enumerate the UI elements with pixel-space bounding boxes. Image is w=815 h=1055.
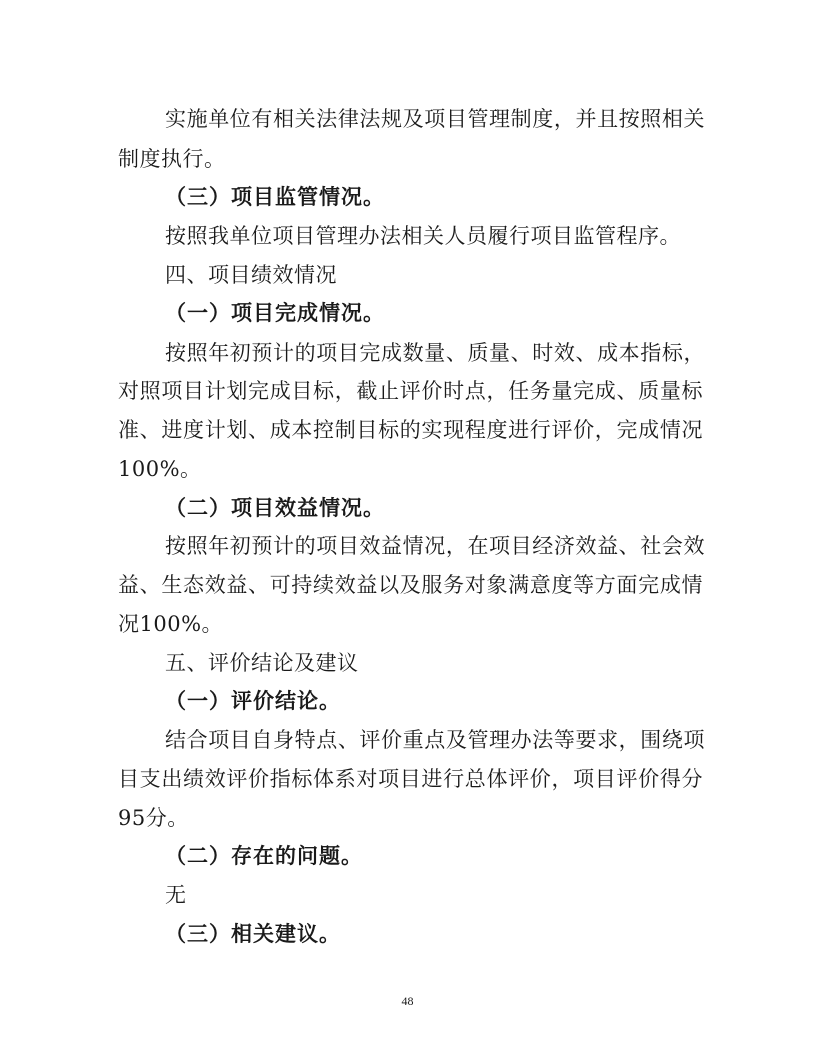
paragraph-line: 无 xyxy=(165,883,187,907)
chapter-heading: 五、评价结论及建议 xyxy=(165,651,359,675)
paragraph-line: 结合项目自身特点、评价重点及管理办法等要求，围绕项 xyxy=(165,728,705,752)
paragraph-line: 益、生态效益、可持续效益以及服务对象满意度等方面完成情 xyxy=(118,573,703,597)
section-heading: （二）存在的问题。 xyxy=(165,844,363,868)
page-number: 48 xyxy=(401,994,414,1008)
section-heading: （三）相关建议。 xyxy=(165,922,341,946)
paragraph-line: 100%。 xyxy=(118,457,202,481)
section-heading: （一）评价结论。 xyxy=(165,689,341,713)
paragraph-line: 95分。 xyxy=(118,806,189,830)
paragraph-line: 准、进度计划、成本控制目标的实现程度进行评价，完成情况 xyxy=(118,418,703,442)
section-heading: （一）项目完成情况。 xyxy=(165,301,385,325)
section-heading: （三）项目监管情况。 xyxy=(165,185,385,209)
paragraph-line: 按照年初预计的项目效益情况，在项目经济效益、社会效 xyxy=(165,534,705,558)
section-heading: （二）项目效益情况。 xyxy=(165,496,385,520)
paragraph-line: 制度执行。 xyxy=(118,147,226,171)
paragraph-line: 实施单位有相关法律法规及项目管理制度，并且按照相关 xyxy=(165,107,705,131)
paragraph-line: 按照年初预计的项目完成数量、质量、时效、成本指标， xyxy=(165,341,705,365)
paragraph-line: 况100%。 xyxy=(118,612,224,636)
paragraph-line: 对照项目计划完成目标，截止评价时点，任务量完成、质量标 xyxy=(118,379,703,403)
paragraph-line: 目支出绩效评价指标体系对项目进行总体评价，项目评价得分 xyxy=(118,767,703,791)
paragraph-line: 按照我单位项目管理办法相关人员履行项目监管程序。 xyxy=(165,224,681,248)
chapter-heading: 四、项目绩效情况 xyxy=(165,263,337,287)
